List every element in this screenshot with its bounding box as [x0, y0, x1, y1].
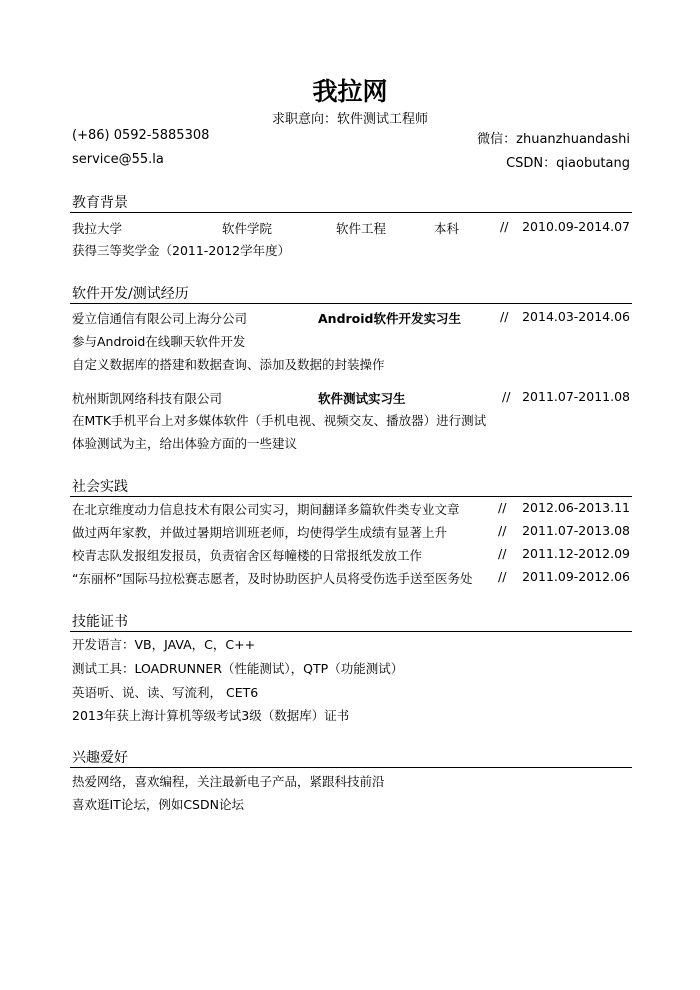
separator: //: [498, 500, 507, 515]
company-name: 杭州斯凯网络科技有限公司: [72, 391, 223, 406]
job-role: 软件测试实习生: [318, 391, 406, 406]
school-name: 我拉大学: [72, 221, 123, 236]
education-row: [72, 219, 632, 237]
practice-text: “东丽杯”国际马拉松赛志愿者，及时协助医护人员将受伤选手送至医务处: [72, 571, 473, 586]
job-detail: 体验测试为主，给出体验方面的一些建议: [72, 436, 298, 451]
college-name: 软件学院: [222, 221, 273, 236]
skill-item: 2013年获上海计算机等级考试3级（数据库）证书: [72, 708, 350, 723]
wechat-id: 微信：zhuanzhuandashi: [477, 132, 630, 147]
job-detail: 参与Android在线聊天软件开发: [72, 334, 246, 349]
job-detail: 自定义数据库的搭建和数据查询、添加及数据的封装操作: [72, 357, 385, 372]
separator: //: [498, 569, 507, 584]
practice-text: 校青志队发报组发报员，负责宿舍区每幢楼的日常报纸发放工作: [72, 548, 423, 563]
practice-row: [72, 546, 632, 564]
interests-divider: [70, 767, 632, 768]
skill-item: 测试工具：LOADRUNNER（性能测试），QTP（功能测试）: [72, 661, 404, 676]
education-award: 获得三等奖学金（2011-2012学年度）: [72, 243, 291, 258]
csdn-id: CSDN：qiaobutang: [506, 156, 630, 171]
practice-row: [72, 569, 632, 587]
job-period: 2014.03-2014.06: [522, 309, 630, 324]
separator: //: [500, 219, 509, 234]
education-period: 2010.09-2014.07: [522, 219, 630, 234]
practice-text: 做过两年家教，并做过暑期培训班老师，均使得学生成绩有显著上升: [72, 525, 448, 540]
separator: //: [498, 546, 507, 561]
skills-divider: [70, 631, 632, 632]
education-title: 教育背景: [72, 195, 128, 211]
skill-item: 英语听、说、读、写流利， CET6: [72, 685, 259, 700]
separator: //: [498, 523, 507, 538]
practice-row: [72, 523, 632, 541]
separator: //: [500, 309, 509, 324]
job-row: [72, 309, 632, 327]
job-objective: 求职意向：软件测试工程师: [271, 112, 428, 127]
job-detail: 在MTK手机平台上对多媒体软件（手机电视、视频交友、播放器）进行测试: [72, 413, 487, 428]
interests-title: 兴趣爱好: [72, 750, 128, 766]
major-name: 软件工程: [336, 221, 387, 236]
education-divider: [70, 212, 632, 213]
practice-period: 2012.06-2013.11: [522, 500, 630, 515]
job-role: Android软件开发实习生: [318, 311, 462, 326]
degree-name: 本科: [434, 221, 460, 236]
experience-divider: [70, 303, 632, 304]
skills-title: 技能证书: [72, 614, 128, 630]
practice-period: 2011.09-2012.06: [522, 569, 630, 584]
job-period: 2011.07-2011.08: [522, 389, 630, 404]
practice-title: 社会实践: [72, 479, 128, 495]
phone-number: (+86) 0592-5885308: [72, 128, 210, 143]
experience-title: 软件开发/测试经历: [72, 286, 189, 302]
interest-item: 热爱网络，喜欢编程，关注最新电子产品，紧跟科技前沿: [72, 774, 385, 789]
practice-period: 2011.12-2012.09: [522, 546, 630, 561]
candidate-name: 我拉网: [312, 77, 388, 106]
practice-divider: [70, 496, 632, 497]
skill-item: 开发语言：VB，JAVA，C，C++: [72, 637, 256, 652]
separator: //: [502, 389, 511, 404]
job-row: [72, 389, 632, 407]
email-address: service@55.la: [72, 152, 164, 167]
practice-period: 2011.07-2013.08: [522, 523, 630, 538]
practice-row: [72, 500, 632, 518]
interest-item: 喜欢逛IT论坛，例如CSDN论坛: [72, 797, 244, 812]
company-name: 爱立信通信有限公司上海分公司: [72, 311, 248, 326]
practice-text: 在北京维度动力信息技术有限公司实习，期间翻译多篇软件类专业文章: [72, 502, 460, 517]
